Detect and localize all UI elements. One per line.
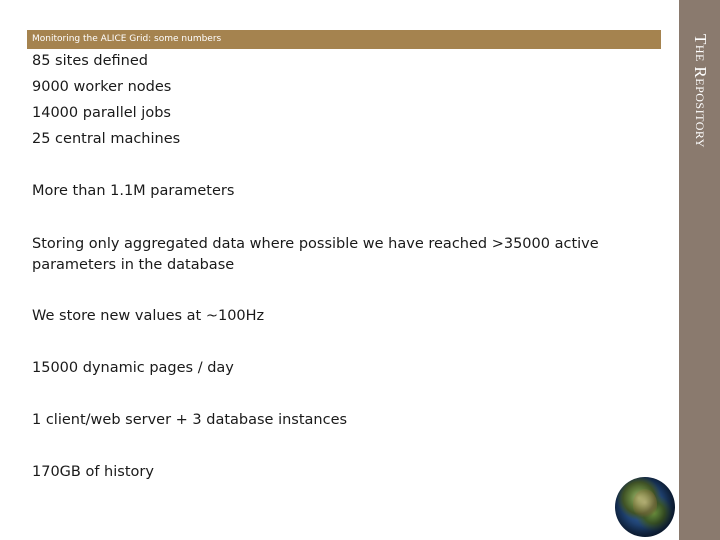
text-item: 1 client/web server + 3 database instances — [32, 412, 348, 428]
text-item: 15000 dynamic pages / day — [32, 360, 234, 376]
title-letter-r: R — [691, 66, 710, 79]
slide-title — [686, 34, 710, 234]
text-item: 170GB of history — [32, 464, 154, 480]
text-item: More than 1.1M parameters — [32, 183, 235, 199]
title-rest-he: HE — [693, 44, 707, 62]
text-item: 14000 parallel jobs — [32, 105, 171, 121]
text-item: 85 sites defined — [32, 53, 148, 69]
text-item: 25 central machines — [32, 131, 181, 147]
title-letter-t: T — [691, 34, 710, 45]
globe-face-overlay — [633, 489, 657, 519]
text-item: Storing only aggregated data where possible we have reached >35000 active parameters in the database — [32, 236, 599, 273]
title-rest-epository: EPOSITORY — [693, 78, 707, 148]
text-item: We store new values at ~100Hz — [32, 308, 265, 324]
globe-logo-icon — [615, 477, 675, 537]
header-bar — [27, 30, 661, 49]
text-item: 9000 worker nodes — [32, 79, 172, 95]
slide-subtitle: Monitoring the ALICE Grid: some numbers — [32, 34, 222, 44]
